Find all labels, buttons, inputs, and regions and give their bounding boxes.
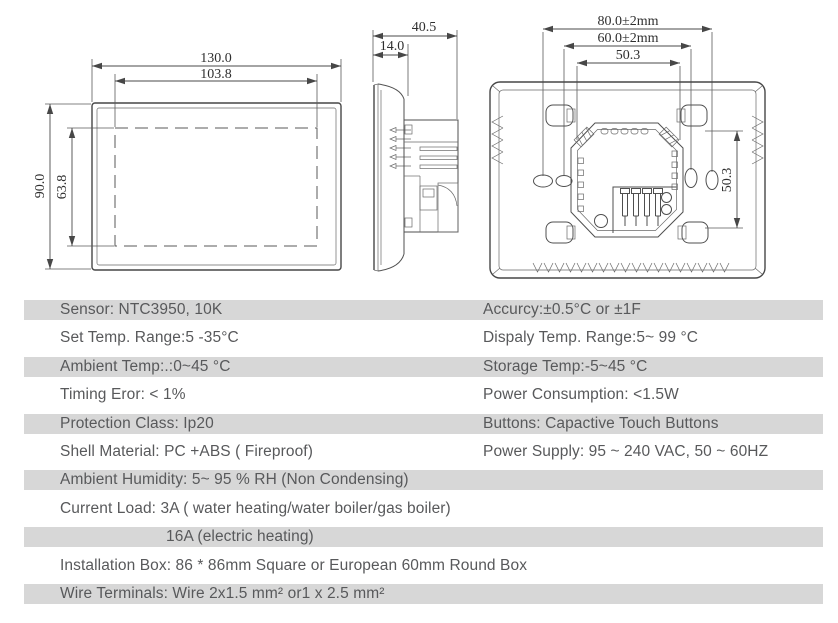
dimension-front-height-inner (55, 128, 114, 246)
spec-cell-right: Dispaly Temp. Range:5~ 99 °C (483, 329, 699, 347)
spec-row-installation-box (24, 556, 823, 576)
front-view-drawing (33, 51, 341, 270)
dimension-side-depth-total (373, 20, 457, 119)
spec-cell-right: Buttons: Capactive Touch Buttons (483, 414, 719, 432)
spec-cell-right: Storage Temp:-5~45 °C (483, 357, 648, 375)
back-corner-tabs (546, 105, 708, 243)
spec-cell-left: Current Load: 3A ( water heating/water boiler/gas boiler) (60, 499, 451, 517)
back-mounting-slots (534, 169, 719, 190)
spec-cell-left: 16A (electric heating) (166, 528, 314, 546)
spec-cell-left: Set Temp. Range:5 -35°C (60, 329, 239, 347)
spec-row-sensor (24, 300, 823, 320)
front-inner-bezel (97, 108, 336, 265)
spec-row-protection-class (24, 414, 823, 434)
technical-drawings (0, 0, 838, 300)
dim-label-back-pitch-outer: 80.0±2mm (597, 14, 659, 29)
spec-cell-left: Wire Terminals: Wire 2x1.5 mm² or1 x 2.5 mm² (60, 584, 385, 602)
spec-row-wire-terminals (24, 584, 823, 604)
dim-label-side-depth-panel: 14.0 (379, 39, 405, 54)
side-rear-housing (404, 120, 458, 232)
spec-cell-left: Protection Class: Ip20 (60, 414, 214, 432)
spec-cell-left: Ambient Temp:.:0~45 °C (60, 357, 231, 375)
dim-label-back-pitch-inner: 50.3 (615, 48, 641, 63)
spec-row-ambient-temp (24, 357, 823, 377)
dim-label-front-height-inner: 63.8 (55, 174, 70, 200)
spec-cell-left: Ambient Humidity: 5~ 95 % RH (Non Condensing) (60, 471, 409, 489)
dim-label-front-width-outer: 130.0 (200, 51, 232, 66)
dim-label-side-depth-total: 40.5 (411, 20, 437, 35)
spec-cell-left: Sensor: NTC3950, 10K (60, 301, 223, 318)
back-view-drawing (490, 14, 765, 278)
spec-cell-left: Shell Material: PC +ABS ( Fireproof) (60, 442, 313, 460)
back-terminal-block (613, 187, 677, 233)
back-bottom-vents (533, 263, 729, 272)
hatched-boss-right (659, 127, 679, 147)
spec-row-set-temp (24, 328, 823, 348)
dim-label-back-pitch-mid: 60.0±2mm (597, 31, 659, 46)
spec-row-current-load-electric (24, 527, 823, 547)
back-octagon-module (571, 123, 683, 237)
spec-row-current-load (24, 499, 823, 519)
spec-row-ambient-humidity (24, 470, 823, 490)
spec-cell-right: Power Supply: 95 ~ 240 VAC, 50 ~ 60HZ (483, 442, 769, 460)
locating-hole (595, 215, 608, 228)
spec-cell-right: Accurcy:±0.5°C or ±1F (483, 301, 641, 318)
spec-cell-right: Power Consumption: <1.5W (483, 386, 679, 404)
spec-cell-left: Timing Eror: < 1% (60, 386, 186, 404)
side-panel-profile (374, 84, 404, 271)
side-view-drawing (373, 20, 458, 271)
dimension-front-width-inner (115, 67, 317, 127)
spec-cell-left: Installation Box: 86 * 86mm Square or European 60mm Round Box (60, 556, 528, 574)
dim-label-front-width-inner: 103.8 (200, 67, 232, 82)
dimension-back-pitch-vertical (705, 131, 743, 228)
spec-row-shell-material (24, 442, 823, 462)
dim-label-back-pitch-vertical: 50.3 (720, 167, 735, 193)
spec-row-timing-error (24, 385, 823, 405)
dim-label-front-height-outer: 90.0 (33, 173, 48, 199)
front-display-area-dashed (115, 128, 317, 246)
terminal-screws (621, 189, 663, 227)
side-mounting-clips (390, 128, 411, 169)
spec-table (24, 300, 823, 612)
